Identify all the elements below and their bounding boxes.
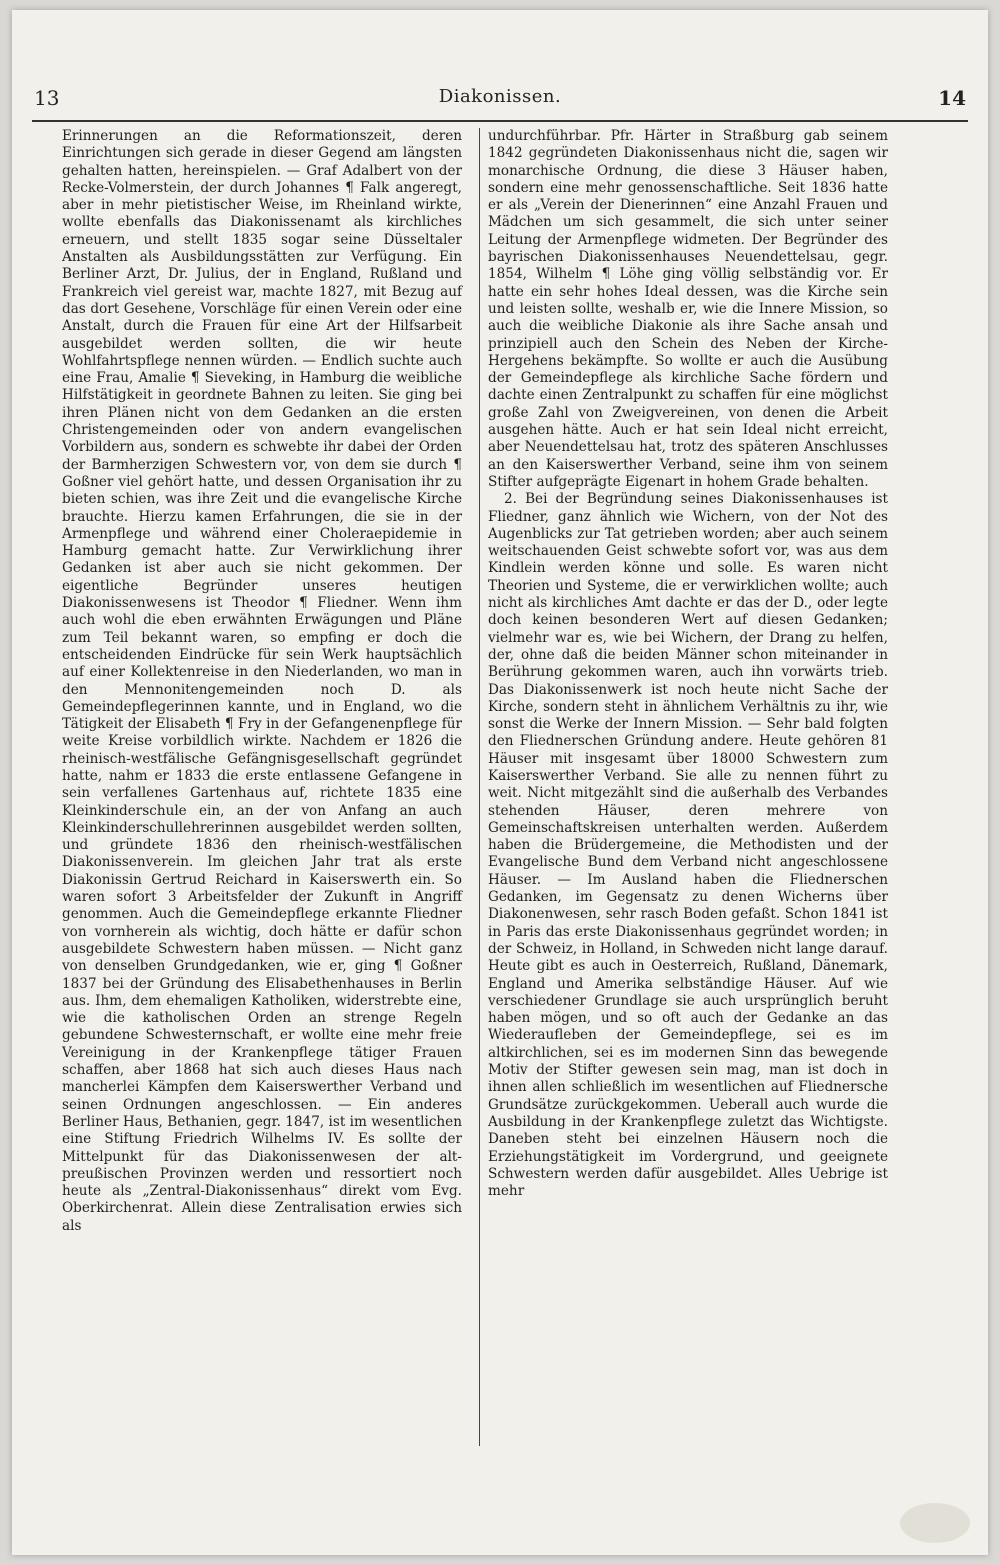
right-column — [488, 128, 888, 1200]
left-column — [62, 128, 462, 1235]
left-column-text: Erinnerungen an die Reformationszeit, deren Einrichtungen sich gerade in dieser Gegend am längsten gehalten hatten, hereinspielen. — Graf Adalbert von der Recke-Volmerstein, der durch Johannes ¶ Falk angeregt, aber in mehr pietistischer Weise, im Rheinland wirkte, wollte ebenfalls das Diakonissenamt als kirchliches erneuern, und stellt 1835 sogar seine Düsseltaler Anstalten als Ausbildungsstätten zur Verfügung. Ein Berliner Arzt, Dr. Julius, der in England, Rußland und Frankreich viel gereist war, machte 1827, mit Bezug auf das dort Gesehene, Vorschläge für einen Verein oder eine Anstalt, durch die Frauen für eine Art der Hilfsarbeit ausgebildet werden sollten, die wir heute Wohlfahrtspflege nennen würden. — Endlich suchte auch eine Frau, Amalie ¶ Sieveking, in Hamburg die weibliche Hilfstätigkeit in geordnete Bahnen zu leiten. Sie ging bei ihren Plänen nicht von dem Gedanken an die ersten Christengemeinden oder von andern evangelischen Vorbildern aus, sondern es schwebte ihr dabei der Orden der Barmherzigen Schwestern vor, von dem sie durch ¶ Goßner viel gehört hatte, und dessen Organisation ihr zu bieten schien, was ihre Zeit und die evangelische Kirche brauchte. Hierzu kamen Erfahrungen, die sie in der Armenpflege und während einer Choleraepidemie in Hamburg gemacht hatte. Zur Verwirklichung ihrer Gedanken ist aber auch sie nicht gekommen. Der eigentliche Begründer unseres heutigen Diakonissenwesens ist Theodor ¶ Fliedner. Wenn ihm auch wohl die eben erwähnten Erwägungen und Pläne zum Teil bekannt waren, so empfing er doch die entscheidenden Eindrücke für sein Werk hauptsächlich auf einer Kollektenreise in den Niederlanden, wo man in den Mennonitengemeinden noch D. als Gemeindepflegerinnen kannte, und in England, wo die Tätigkeit der Elisabeth ¶ Fry in der Gefangenenpflege für weite Kreise vorbildlich wirkte. Nachdem er 1826 die rheinisch-westfälische Gefängnisgesellschaft gegründet hatte, nahm er 1833 die erste entlassene Gefangene in sein verfallenes Gartenhaus auf, richtete 1835 eine Kleinkinderschule ein, an der von Anfang an auch Kleinkinderschullehrerinnen ausgebildet werden sollten, und gründete 1836 den rheinisch-westfälischen Diakonissenverein. Im gleichen Jahr trat als erste Diakonissin Gertrud Reichard in Kaiserswerth ein. So waren sofort 3 Arbeitsfelder der Zukunft in Angriff genommen. Auch die Gemeindepflege erkannte Fliedner von vornherein als wichtig, doch hätte er dafür schon ausgebildete Schwestern haben müssen. — Nicht ganz von denselben Grundgedanken, wie er, ging ¶ Goßner 1837 bei der Gründung des Elisabethenhauses in Berlin aus. Ihm, dem ehemaligen Katholiken, widerstrebte eine, wie die katholischen Orden an strenge Regeln gebundene Schwesternschaft, er wollte eine mehr freie Vereinigung in der Krankenpflege tätiger Frauen schaffen, aber 1868 hat sich auch dieses Haus nach mancherlei Kämpfen dem Kaiserswerther Verband und seinen Ordnungen angeschlossen. — Ein anderes Berliner Haus, Bethanien, gegr. 1847, ist im wesentlichen eine Stiftung Friedrich Wilhelms IV. Es sollte der Mittelpunkt für das Diakonissenwesen der alt-preußischen Provinzen werden und ressortiert noch heute als „Zentral-Diakonissenhaus“ direkt vom Evg. Oberkirchenrat. Allein diese Zentralisation erwies sich als — [62, 128, 462, 1234]
header-rule — [32, 120, 968, 122]
running-title: Diakonissen. — [438, 86, 562, 107]
column-divider — [479, 128, 480, 1446]
page-stain — [900, 1503, 970, 1543]
page-header — [34, 82, 966, 116]
left-page-number: 13 — [34, 86, 60, 110]
book-page — [12, 10, 988, 1555]
right-column-paragraph-2: 2. Bei der Begründung seines Diakonissenhauses ist Fliedner, ganz ähnlich wie Wichern, von der Not des Augenblicks zur Tat getrieben worden; aber auch seinem weitschauenden Geist schwebte sofort vor, was aus dem Kindlein werden könne und solle. Es waren nicht Theorien und Systeme, die er verwirklichen wollte; auch nicht als kirchliches Amt dachte er das der D., oder legte doch keinen besonderen Wert auf diesen Gedanken; vielmehr war es, wie bei Wichern, der Drang zu helfen, der, ohne daß die beiden Männer schon miteinander in Berührung gekommen waren, auch ihn vorwärts trieb. Das Diakonissenwerk ist noch heute nicht Sache der Kirche, sondern steht in ähnlichem Verhältnis zu ihr, wie sonst die Werke der Innern Mission. — Sehr bald folgten den Fliednerschen Gründung andere. Heute gehören 81 Häuser mit insgesamt über 18000 Schwestern zum Kaiserswerther Verband. Sie alle zu nennen führt zu weit. Nicht mitgezählt sind die außerhalb des Verbandes stehenden Häuser, deren mehrere von Gemeinschaftskreisen unterhalten werden. Außerdem haben die Brüdergemeine, die Methodisten und der Evangelische Bund dem Verband nicht angeschlossene Häuser. — Im Ausland haben die Fliednerschen Gedanken, im Gegensatz zu denen Wicherns über Diakonenwesen, sehr rasch Boden gefaßt. Schon 1841 ist in Paris das erste Diakonissenhaus gegründet worden; in der Schweiz, in Holland, in Schweden nicht lange darauf. Heute gibt es auch in Oesterreich, Rußland, Dänemark, England und Amerika selbständige Häuser. Auf wie verschiedener Grundlage sie auch ursprünglich beruht haben mögen, und so oft auch der Gedanke an das Wiederaufleben der Gemeindepflege, sei es im altkirchlichen, sei es im modernen Sinn das bewegende Motiv der Stifter gewesen sein mag, man ist doch in ihnen allen schließlich im wesentlichen auf Fliednersche Grundsätze zurückgekommen. Ueberall auch wurde die Ausbildung in der Krankenpflege zuletzt das Wichtigste. Daneben steht bei einzelnen Häusern noch die Erziehungstätigkeit im Vordergrund, und geeignete Schwestern werden dafür ausgebildet. Alles Uebrige ist mehr — [488, 491, 888, 1200]
right-page-number: 14 — [938, 86, 966, 110]
right-column-paragraph-1: undurchführbar. Pfr. Härter in Straßburg gab seinem 1842 gegründeten Diakonissenhaus nicht die, sagen wir monarchische Ordnung, die diese 3 Häuser haben, sondern eine mehr genossenschaftliche. Seit 1836 hatte er als „Verein der Dienerinnen“ eine Anzahl Frauen und Mädchen um sich gesammelt, die sich unter seiner Leitung der Armenpflege widmeten. Der Begründer des bayrischen Diakonissenhauses Neuendettelsau, gegr. 1854, Wilhelm ¶ Löhe ging völlig selbständig vor. Er hatte ein sehr hohes Ideal dessen, was die Kirche sein und leisten sollte, weshalb er, wie die Innere Mission, so auch die weibliche Diakonie als ihre Sache ansah und prinzipiell auch den Schein des Neben der Kirche-Hergehens bekämpfte. So wollte er auch die Ausübung der Gemeindepflege als kirchliche Sache fördern und dachte einen Zentralpunkt zu schaffen für eine möglichst große Zahl von Zweigvereinen, von denen die Arbeit ausgehen hätte. Auch er hat sein Ideal nicht erreicht, aber Neuendettelsau hat, trotz des späteren Anschlusses an den Kaiserswerther Verband, seine ihm von seinem Stifter aufgeprägte Eigenart in hohem Grade behalten. — [488, 128, 888, 490]
